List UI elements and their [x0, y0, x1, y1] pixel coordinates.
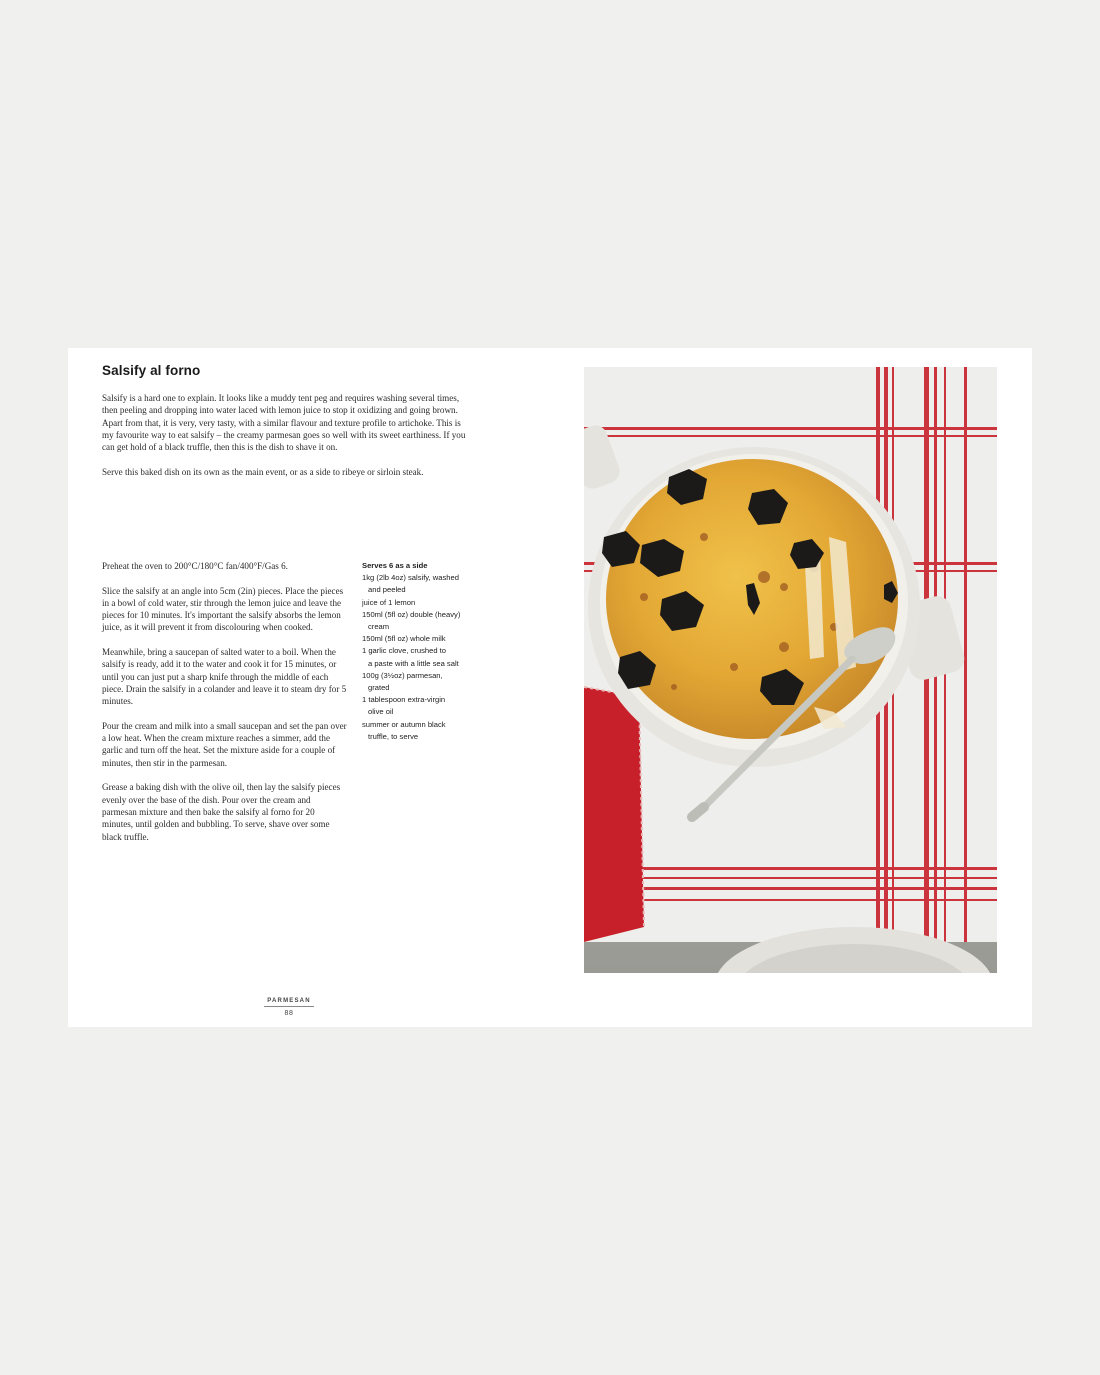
method-step: Slice the salsify at an angle into 5cm (2in) pieces. Place the pieces in a bowl of cold water, stir through the lemon juice and leave the pieces for 10 minutes. It's important the salsify absorbs the lemon juice, as it will prevent it from discolouring when cooked. [102, 585, 344, 633]
recipe-intro [102, 392, 474, 490]
method-step: Preheat the oven to 200°C/180°C fan/400°F/Gas 6. [102, 561, 288, 571]
ingredient-line: 100g (3½oz) parmesan, [362, 670, 443, 680]
ingredient-line-continued: cream [368, 622, 390, 632]
ingredient-line: 1 tablespoon extra-virgin [362, 695, 446, 705]
dish-photo [584, 367, 997, 973]
ingredient-line: 1 garlic clove, crushed to [362, 646, 446, 656]
ingredient-items [362, 572, 487, 743]
book-spread [68, 348, 1032, 1027]
ingredient-line-continued: grated [368, 683, 390, 693]
ingredient-line-continued: truffle, to serve [368, 731, 419, 741]
page-footer [264, 998, 314, 1017]
ingredient-list [362, 560, 487, 743]
method-step: Pour the cream and milk into a small saucepan and set the pan over a low heat. When the cream mixture reaches a simmer, add the garlic and turn off the heat. Set the mixture aside for a couple of minutes, then stir in the parmesan. [102, 720, 347, 768]
ingredient-line: 1kg (2lb 4oz) salsify, washed [362, 573, 459, 583]
section-name: PARMESAN [264, 998, 314, 1007]
method-step: Grease a baking dish with the olive oil, then lay the salsify pieces evenly over the base of the dish. Pour over the cream and parmesan mixture and then bake the salsify al forno for 20 minutes, until golden and bubbling. To serve, shave over some black truffle. [102, 782, 341, 842]
ingredient-line: summer or autumn black [362, 719, 446, 729]
ingredient-line: 150ml (5fl oz) double (heavy) [362, 609, 461, 619]
page-number: 88 [284, 1010, 294, 1017]
recipe-title: Salsify al forno [102, 363, 201, 378]
ingredient-line-continued: olive oil [368, 707, 394, 717]
salsify-gratin-photo [584, 367, 997, 973]
method-step: Meanwhile, bring a saucepan of salted water to a boil. When the salsify is ready, add it to the water and cook it for 15 minutes, or until you can just put a sharp knife through the middle of each piece. Drain the salsify in a colander and leave it to steam dry for 5 minutes. [102, 647, 347, 707]
ingredient-line-continued: a paste with a little sea salt [368, 658, 459, 668]
ingredient-line: juice of 1 lemon [362, 597, 416, 607]
intro-paragraph: Salsify is a hard one to explain. It looks like a muddy tent peg and requires washing several times, then peeling and dropping into water laced with lemon juice to stop it oxidizing and going brown. Apart from that, it is very, very tasty, with a similar flavour and texture profile to artichoke. This is my favourite way to eat salsify – the creamy parmesan goes so well with its sweet earthiness. If you can get hold of a black truffle, then this is the dish to shave it on. [102, 393, 466, 453]
intro-paragraph: Serve this baked dish on its own as the main event, or as a side to ribeye or sirloin steak. [102, 466, 424, 477]
ingredient-line-continued: and peeled [368, 585, 406, 595]
recipe-method [102, 560, 347, 855]
serves-label: Serves 6 as a side [362, 561, 428, 570]
ingredient-line: 150ml (5fl oz) whole milk [362, 634, 446, 644]
